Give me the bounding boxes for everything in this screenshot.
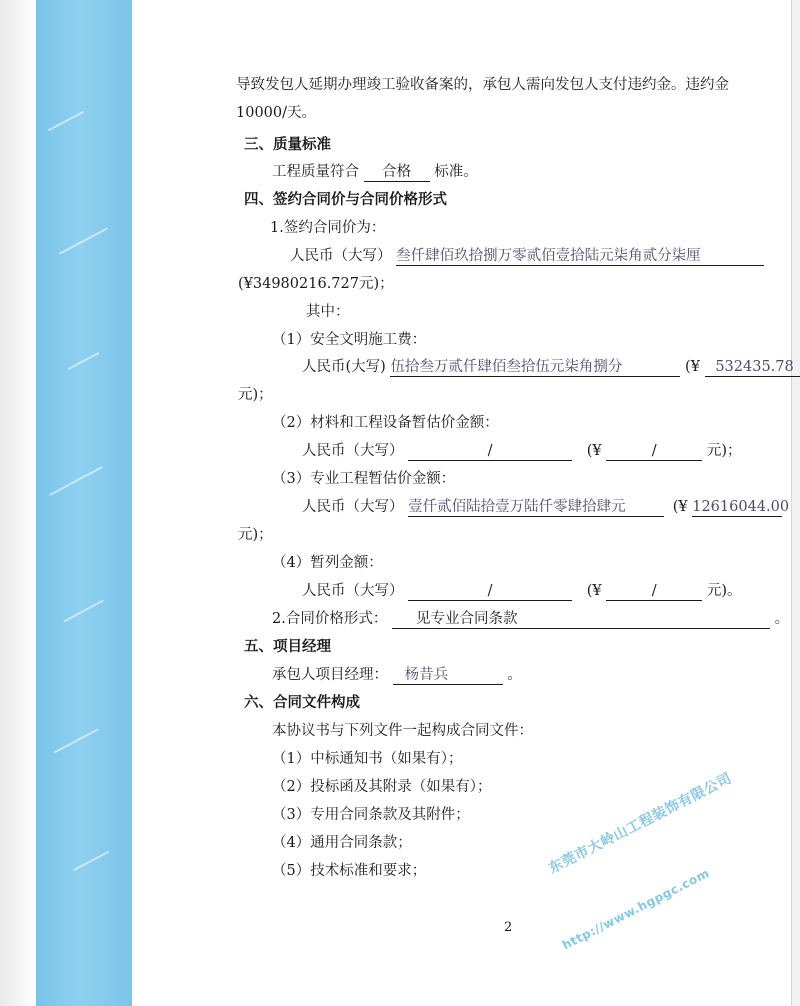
scan-right-edge: [791, 0, 800, 1006]
provisional-sum-line: 人民币（大写） / (¥ / 元)。: [302, 583, 742, 599]
quality-value: 合格: [364, 163, 430, 182]
contract-price-upper: 人民币（大写） 叁仟肆佰玖拾捌万零贰佰壹拾陆元柒角贰分柒厘: [290, 246, 764, 266]
section-title-contract-price: 四、签约合同价与合同价格形式: [244, 191, 447, 208]
document-page: [132, 0, 792, 1006]
list-item: （1）中标通知书（如果有）；: [272, 751, 463, 767]
contract-price-upper-value: 叁仟肆佰玖拾捌万零贰佰壹拾陆元柒角贰分柒厘: [396, 247, 764, 266]
safety-fee-label: （1）安全文明施工费：: [272, 332, 427, 348]
contract-price-number: (¥34980216.727元)；: [238, 276, 394, 292]
project-manager-line: 承包人项目经理： 杨昔兵 。: [272, 667, 522, 683]
contract-documents-intro: 本协议书与下列文件一起构成合同文件：: [272, 723, 533, 739]
specialty-estimate-line: 人民币（大写） 壹仟贰佰陆拾壹万陆仟零肆拾肆元 (¥ 12616044.00: [302, 499, 790, 515]
list-item: （2）投标函及其附录（如果有）；: [272, 779, 492, 795]
specialty-estimate-label: （3）专业工程暂估价金额：: [272, 471, 456, 487]
specialty-estimate-upper: 壹仟贰佰陆拾壹万陆仟零肆拾肆元: [408, 498, 664, 517]
safety-fee-line: 人民币(大写) 伍拾叁万贰仟肆佰叁拾伍元柒角捌分 (¥ 532435.78: [302, 357, 800, 377]
material-estimate-line: 人民币（大写） / (¥ / 元)；: [302, 443, 742, 459]
provisional-sum-label: （4）暂列金额：: [272, 555, 383, 571]
contract-price-item: 1.签约合同价为：: [270, 220, 386, 236]
section-title-quality: 三、质量标准: [244, 136, 331, 153]
specialty-estimate-tail: 元)；: [238, 527, 273, 543]
safety-fee-upper: 伍拾叁万贰仟肆佰叁拾伍元柒角捌分: [390, 358, 680, 377]
section-title-project-manager: 五、项目经理: [244, 638, 331, 655]
watermark-url: http://www.hgpgc.com: [560, 865, 712, 953]
paragraph-line: 10000/天。: [236, 105, 317, 121]
provisional-sum-upper: /: [408, 582, 572, 601]
paragraph-line: 导致发包人延期办理竣工验收备案的，承包人需向发包人支付违约金。违约金: [236, 77, 729, 93]
watermark-company: 东莞市大岭山工程装饰有限公司: [546, 770, 735, 877]
page-number: 2: [504, 920, 513, 935]
provisional-sum-number: /: [606, 582, 702, 601]
among-label: 其中：: [306, 304, 350, 320]
project-manager-value: 杨昔兵: [393, 666, 503, 685]
binding-strip: [36, 0, 132, 1006]
list-item: （3）专用合同条款及其附件；: [272, 807, 470, 823]
price-form-line: 2.合同价格形式： 见专业合同条款 。: [272, 611, 790, 627]
price-form-value: 见专业合同条款: [392, 610, 770, 629]
safety-fee-number: 532435.78: [705, 358, 800, 377]
scan-left-edge: [0, 0, 36, 1006]
section-title-contract-documents: 六、合同文件构成: [244, 694, 360, 711]
material-estimate-number: /: [606, 442, 702, 461]
safety-fee-tail: 元)；: [238, 387, 273, 403]
material-estimate-upper: /: [408, 442, 572, 461]
list-item: （4）通用合同条款；: [272, 835, 412, 851]
list-item: （5）技术标准和要求；: [272, 863, 427, 879]
quality-line: 工程质量符合 合格 标准。: [272, 164, 478, 180]
specialty-estimate-number: 12616044.00: [692, 499, 790, 515]
material-estimate-label: （2）材料和工程设备暂估价金额：: [272, 415, 499, 431]
